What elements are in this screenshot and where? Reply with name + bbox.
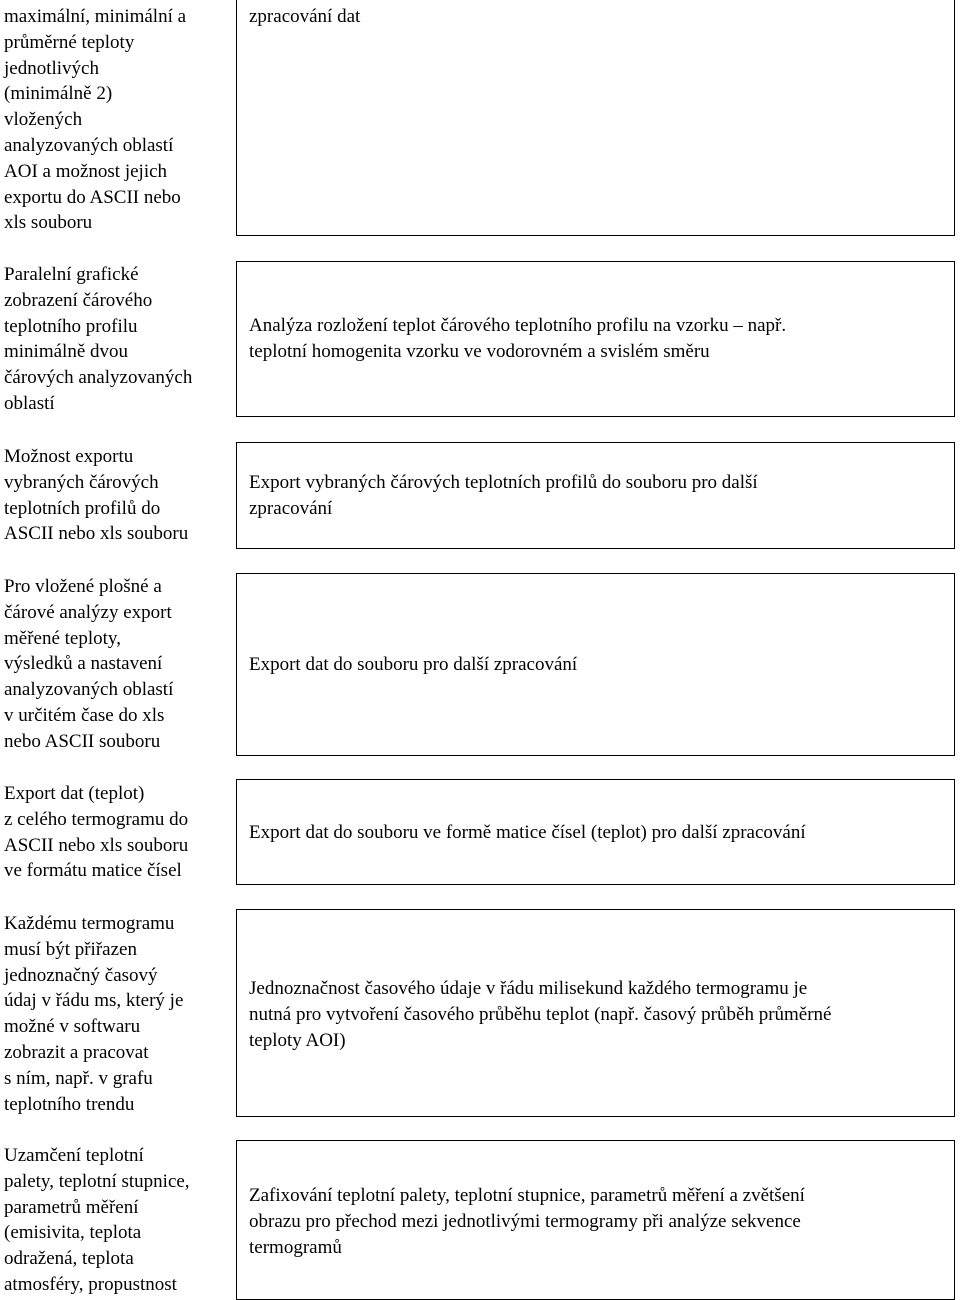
description-text: Analýza rozložení teplot čárového teplotního profilu na vzorku – např. teplotní homogenita vzorku ve vodorovném a svislém směru	[249, 315, 787, 362]
requirement-cell: Pro vložené plošné a čárové analýzy export měřené teploty, výsledků a nastavení analyzovaných oblastí v určitém čase do xls nebo ASCII souboru	[4, 576, 174, 752]
description-box	[236, 573, 955, 756]
description-text: Export dat do souboru pro další zpracování	[249, 654, 578, 675]
description-text: Jednoznačnost časového údaje v řádu milisekund každého termogramu je nutná pro vytvoření časového průběhu teplot (např. časový průběh průměrné teploty AOI)	[249, 978, 832, 1051]
description-box	[236, 779, 955, 885]
description-box	[236, 1140, 955, 1300]
description-text: zpracování dat	[249, 6, 361, 27]
description-box	[236, 909, 955, 1117]
description-box	[236, 0, 955, 236]
description-text: Export dat do souboru ve formě matice čísel (teplot) pro další zpracování	[249, 822, 806, 843]
requirement-cell: Export dat (teplot) z celého termogramu do ASCII nebo xls souboru ve formátu matice čísel	[4, 783, 189, 882]
requirement-cell: Každému termogramu musí být přiřazen jednoznačný časový údaj v řádu ms, který je možné v softwaru zobrazit a pracovat s ním, např. v grafu teplotního trendu	[4, 913, 184, 1115]
requirement-cell: Paralelní grafické zobrazení čárového teplotního profilu minimálně dvou čárových analyzovaných oblastí	[4, 264, 193, 414]
description-text: Export vybraných čárových teplotních profilů do souboru pro další zpracování	[249, 472, 758, 519]
requirement-cell: Uzamčení teplotní palety, teplotní stupnice, parametrů měření (emisivita, teplota odražená, teplota atmosféry, propustnost	[4, 1145, 190, 1295]
description-text: Zafixování teplotní palety, teplotní stupnice, parametrů měření a zvětšení obrazu pro přechod mezi jednotlivými termogramy při analýze sekvence termogramů	[249, 1185, 805, 1258]
requirement-cell: Možnost exportu vybraných čárových teplotních profilů do ASCII nebo xls souboru	[4, 446, 189, 545]
requirement-cell: maximální, minimální a průměrné teploty jednotlivých (minimálně 2) vložených analyzovaných oblastí AOI a možnost jejich exportu do ASCII nebo xls souboru	[4, 6, 187, 234]
description-box	[236, 261, 955, 417]
description-box	[236, 442, 955, 549]
